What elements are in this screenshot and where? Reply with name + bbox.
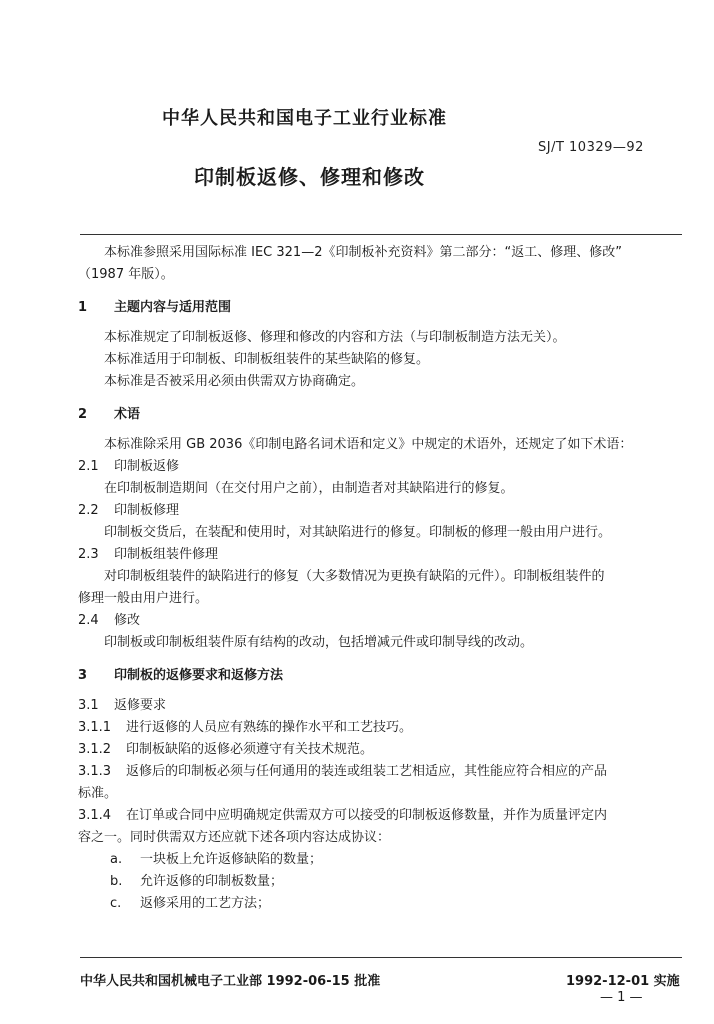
intro-line-1: 本标准参照采用国际标准 IEC 321—2《印制板补充资料》第二部分：“返工、修理、修改” [104,245,622,260]
section-1-paragraph: 本标准适用于印制板、印制板组装件的某些缺陷的修复。 [104,352,430,367]
clause-text: 返修后的印制板必须与任何通用的装连或组装工艺相适应，其性能应符合相应的产品 [126,764,608,779]
clause-number: 3.1.4 [78,808,112,823]
term-number: 2.2 [78,503,99,518]
term-definition-continued: 修理一般由用户进行。 [78,591,209,606]
section-1-heading [78,297,682,319]
list-item [78,871,682,893]
section-1-number: 1 [78,300,88,315]
list-text: 返修采用的工艺方法； [140,896,271,911]
document-body [78,242,682,915]
implementation-date: 1992-12-01 实施 [566,974,680,989]
clause-continued: 标准。 [78,786,118,801]
approval-line: 中华人民共和国机械电子工业部 1992-06-15 批准 [80,974,381,989]
section-2-intro: 本标准除采用 GB 2036《印制电路名词术语和定义》中规定的术语外，还规定了如下术语： [104,437,633,452]
term-definition: 印制板或印制板组装件原有结构的改动，包括增减元件或印制导线的改动。 [104,635,534,650]
list-label: c. [110,896,122,911]
term-heading [78,610,682,632]
clause [78,761,682,783]
section-3-heading [78,665,682,687]
clause-number: 3.1.3 [78,764,112,779]
clause-text: 进行返修的人员应有熟练的操作水平和工艺技巧。 [126,720,413,735]
term-name: 印制板返修 [114,459,180,474]
section-2-title: 术语 [114,407,141,422]
list-label: b. [110,874,123,889]
clause [78,717,682,739]
clause-text: 在订单或合同中应明确规定供需双方可以接受的印制板返修数量，并作为质量评定内 [126,808,608,823]
standard-number: SJ/T 10329—92 [538,140,644,155]
bottom-divider [80,957,682,958]
clause [78,739,682,761]
section-3-number: 3 [78,668,88,683]
section-2-heading [78,404,682,426]
list-item [78,849,682,871]
term-number: 2.4 [78,613,99,628]
section-1-paragraph: 本标准规定了印制板返修、修理和修改的内容和方法（与印制板制造方法无关）。 [104,330,566,345]
subsection-title: 返修要求 [114,698,167,713]
term-heading [78,500,682,522]
term-definition: 在印制板制造期间（在交付用户之前），由制造者对其缺陷进行的修复。 [104,481,514,496]
term-number: 2.1 [78,459,99,474]
term-number: 2.3 [78,547,99,562]
term-name: 印制板修理 [114,503,180,518]
issuing-body-heading: 中华人民共和国电子工业行业标准 [162,108,447,129]
section-3-title: 印制板的返修要求和返修方法 [114,668,284,683]
term-name: 印制板组装件修理 [114,547,219,562]
top-divider [80,234,682,235]
term-name: 修改 [114,613,141,628]
clause-number: 3.1.1 [78,720,112,735]
subsection-number: 3.1 [78,698,99,713]
document-title: 印制板返修、修理和修改 [194,165,425,189]
list-text: 允许返修的印制板数量； [140,874,284,889]
list-label: a. [110,852,123,867]
intro-line-2: （1987 年版）。 [78,267,174,282]
page-number: — 1 — [600,990,643,1005]
term-heading [78,456,682,478]
term-heading [78,544,682,566]
section-1-paragraph: 本标准是否被采用必须由供需双方协商确定。 [104,374,365,389]
section-1-title: 主题内容与适用范围 [114,300,232,315]
clause-continued: 容之一。同时供需双方还应就下述各项内容达成协议： [78,830,391,845]
clause [78,805,682,827]
term-definition: 对印制板组装件的缺陷进行的修复（大多数情况为更换有缺陷的元件）。印制板组装件的 [104,569,605,584]
term-definition: 印制板交货后，在装配和使用时，对其缺陷进行的修复。印制板的修理一般由用户进行。 [104,525,612,540]
clause-text: 印制板缺陷的返修必须遵守有关技术规范。 [126,742,374,757]
list-text: 一块板上允许返修缺陷的数量； [140,852,323,867]
section-2-number: 2 [78,407,88,422]
list-item [78,893,682,915]
subsection-heading [78,695,682,717]
clause-number: 3.1.2 [78,742,112,757]
